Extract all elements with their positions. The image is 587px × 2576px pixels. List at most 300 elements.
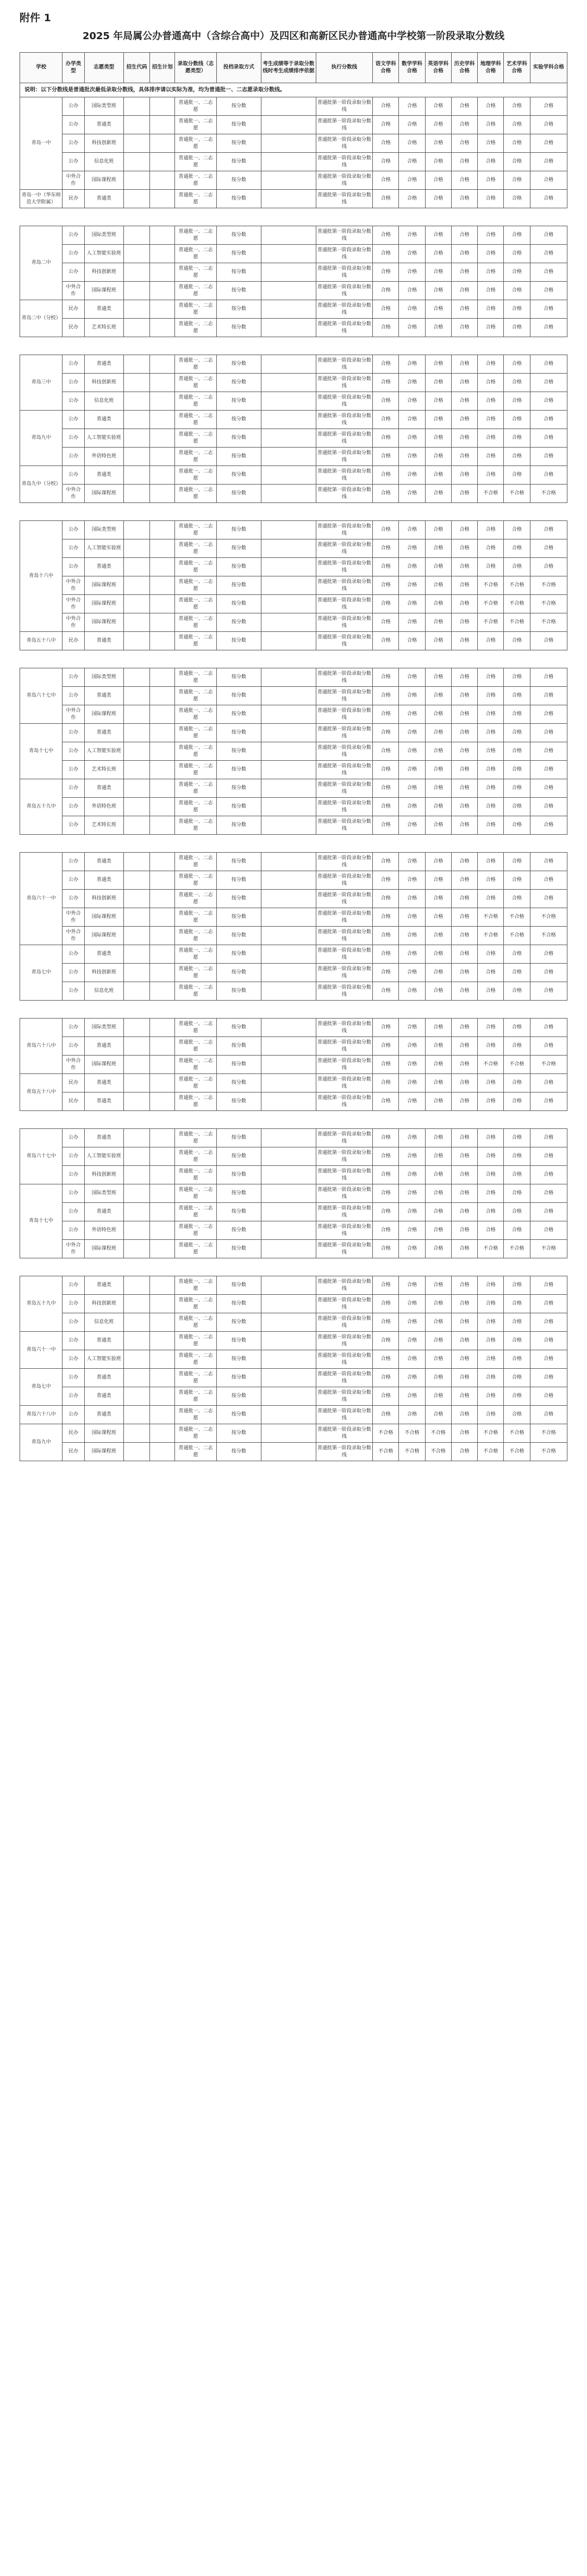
subject-cell: 合格 [451,1295,477,1313]
subject-cell: 合格 [399,1184,425,1203]
subject-cell: 合格 [399,908,425,927]
plan-cell [150,595,175,613]
plan-cell [150,1332,175,1350]
school-type-cell: 公办 [63,1369,84,1387]
table-row [20,724,567,742]
tiebreak-cell [261,982,316,1001]
school-type-cell: 公办 [63,1350,84,1369]
school-type-cell: 公办 [63,134,84,153]
subject-cell: 合格 [478,890,504,908]
batch-cell: 普通批一、二志愿 [175,1332,216,1350]
plan-cell [150,374,175,392]
subject-cell: 合格 [373,1350,399,1369]
subject-cell: 合格 [451,466,477,485]
cutoff-cell: 普通批第一阶段录取分数线 [316,355,373,374]
school-type-cell: 公办 [63,448,84,466]
class-type-cell: 信息化班 [84,1313,123,1332]
cutoff-cell: 普通批第一阶段录取分数线 [316,1184,373,1203]
subject-cell: 合格 [451,1406,477,1424]
subject-cell: 合格 [504,687,530,705]
subject-cell: 合格 [530,945,567,964]
method-cell: 按分数 [216,116,261,134]
subject-cell: 合格 [530,1074,567,1093]
col-header: 办学类型 [63,53,84,83]
method-cell: 按分数 [216,1406,261,1424]
method-cell: 按分数 [216,1332,261,1350]
subject-cell: 合格 [399,668,425,687]
subject-cell: 合格 [425,448,451,466]
class-type-cell: 普通类 [84,779,123,798]
table-row [20,1166,567,1184]
tiebreak-cell [261,282,316,300]
class-type-cell: 国际课程班 [84,705,123,724]
cutoff-cell: 普通批第一阶段录取分数线 [316,595,373,613]
code-cell [123,374,149,392]
plan-cell [150,1221,175,1240]
class-type-cell: 国际课程班 [84,1424,123,1443]
subject-cell: 合格 [399,558,425,576]
table-row [20,300,567,319]
subject-cell: 合格 [399,1313,425,1332]
subject-cell: 合格 [451,558,477,576]
plan-cell [150,576,175,595]
class-type-cell: 外语特色班 [84,1221,123,1240]
subject-cell: 合格 [425,576,451,595]
table-row [20,558,567,576]
subject-cell: 合格 [451,945,477,964]
subject-cell: 合格 [373,890,399,908]
table-row [20,1184,567,1203]
batch-cell: 普通批一、二志愿 [175,687,216,705]
method-cell: 按分数 [216,816,261,835]
subject-cell: 合格 [478,1313,504,1332]
batch-cell: 普通批一、二志愿 [175,355,216,374]
batch-cell: 普通批一、二志愿 [175,816,216,835]
method-cell: 按分数 [216,761,261,779]
batch-cell: 普通批一、二志愿 [175,1129,216,1147]
subject-cell: 合格 [530,392,567,411]
cutoff-cell: 普通批第一阶段录取分数线 [316,705,373,724]
table-row [20,853,567,871]
subject-cell: 不合格 [478,485,504,503]
subject-cell: 合格 [425,485,451,503]
code-cell [123,853,149,871]
class-type-cell: 国际课程班 [84,908,123,927]
subject-cell: 合格 [399,798,425,816]
cutoff-cell: 普通批第一阶段录取分数线 [316,171,373,190]
plan-cell [150,1203,175,1221]
subject-cell: 合格 [451,1147,477,1166]
subject-cell: 合格 [425,1147,451,1166]
tiebreak-cell [261,798,316,816]
subject-cell: 合格 [478,1332,504,1350]
cutoff-cell: 普通批第一阶段录取分数线 [316,871,373,890]
subject-cell: 合格 [530,853,567,871]
subject-cell: 合格 [451,1056,477,1074]
plan-cell [150,927,175,945]
subject-cell: 合格 [399,890,425,908]
subject-cell: 合格 [399,1056,425,1074]
page-title: 2025 年局属公办普通高中（含综合高中）及四区和高新区民办普通高中学校第一阶段录取分数线 [82,30,505,42]
table-row [20,355,567,374]
subject-cell: 合格 [373,964,399,982]
cutoff-cell: 普通批第一阶段录取分数线 [316,1369,373,1387]
batch-cell: 普通批一、二志愿 [175,927,216,945]
method-cell: 按分数 [216,1203,261,1221]
subject-cell: 合格 [504,1332,530,1350]
table-row [20,1424,567,1443]
class-type-cell: 信息化班 [84,392,123,411]
table-row [20,466,567,485]
subject-cell: 合格 [451,871,477,890]
subject-cell: 合格 [425,1276,451,1295]
batch-cell: 普通批一、二志愿 [175,853,216,871]
section-gap-cell [20,1258,567,1276]
class-type-cell: 艺术特长班 [84,319,123,337]
class-type-cell: 普通类 [84,1203,123,1221]
school-name-cell: 青岛九中（分校） [20,466,63,503]
batch-cell: 普通批一、二志愿 [175,448,216,466]
subject-cell: 合格 [373,1093,399,1111]
class-type-cell: 外语特色班 [84,448,123,466]
plan-cell [150,964,175,982]
school-type-cell: 公办 [63,374,84,392]
school-name-cell: 青岛一中（华东师范大学附属） [20,190,63,208]
subject-cell: 合格 [373,411,399,429]
plan-cell [150,705,175,724]
school-name-cell: 青岛六十七中 [20,668,63,724]
tiebreak-cell [261,724,316,742]
subject-cell: 合格 [478,282,504,300]
subject-cell: 合格 [399,945,425,964]
plan-cell [150,1093,175,1111]
subject-cell: 不合格 [530,613,567,632]
subject-cell: 合格 [373,97,399,116]
subject-cell: 合格 [373,153,399,171]
subject-cell: 合格 [425,687,451,705]
cutoff-cell: 普通批第一阶段录取分数线 [316,1166,373,1184]
subject-cell: 合格 [373,576,399,595]
subject-cell: 合格 [451,816,477,835]
plan-cell [150,171,175,190]
subject-cell: 合格 [530,282,567,300]
subject-cell: 合格 [399,1350,425,1369]
school-type-cell: 公办 [63,1203,84,1221]
cutoff-cell: 普通批第一阶段录取分数线 [316,263,373,282]
subject-cell: 合格 [478,1221,504,1240]
tiebreak-cell [261,411,316,429]
subject-cell: 合格 [451,1424,477,1443]
subject-cell: 合格 [504,1093,530,1111]
table-row [20,927,567,945]
subject-cell: 不合格 [425,1443,451,1461]
code-cell [123,1369,149,1387]
subject-cell: 合格 [399,964,425,982]
batch-cell: 普通批一、二志愿 [175,595,216,613]
tiebreak-cell [261,1276,316,1295]
cutoff-cell: 普通批第一阶段录取分数线 [316,1424,373,1443]
cutoff-cell: 普通批第一阶段录取分数线 [316,908,373,927]
subject-cell: 合格 [425,982,451,1001]
subject-cell: 合格 [399,1240,425,1258]
subject-cell: 合格 [425,1406,451,1424]
tiebreak-cell [261,1037,316,1056]
subject-cell: 合格 [451,705,477,724]
school-name-cell: 青岛六十七中 [20,1129,63,1184]
subject-cell: 合格 [425,1350,451,1369]
tiebreak-cell [261,1313,316,1332]
batch-cell: 普通批一、二志愿 [175,1350,216,1369]
cutoff-cell: 普通批第一阶段录取分数线 [316,448,373,466]
subject-cell: 合格 [399,448,425,466]
subject-cell: 合格 [451,1387,477,1406]
subject-cell: 合格 [373,1074,399,1093]
subject-cell: 合格 [399,853,425,871]
school-name-cell: 青岛九中 [20,411,63,466]
school-type-cell: 中外合作 [63,927,84,945]
subject-cell: 合格 [399,539,425,558]
subject-cell: 合格 [504,1387,530,1406]
table-row [20,116,567,134]
subject-cell: 合格 [478,705,504,724]
subject-cell: 合格 [373,1332,399,1350]
method-cell: 按分数 [216,1369,261,1387]
subject-cell: 不合格 [478,908,504,927]
tiebreak-cell [261,319,316,337]
subject-cell: 合格 [451,429,477,448]
subject-cell: 合格 [504,448,530,466]
cutoff-cell: 普通批第一阶段录取分数线 [316,798,373,816]
subject-cell: 合格 [373,1406,399,1424]
method-cell: 按分数 [216,705,261,724]
subject-cell: 合格 [425,595,451,613]
class-type-cell: 普通类 [84,355,123,374]
table-row [20,521,567,539]
table-row [20,374,567,392]
subject-cell: 不合格 [530,927,567,945]
subject-cell: 合格 [425,1203,451,1221]
school-name-cell: 青岛十七中 [20,724,63,779]
method-cell: 按分数 [216,1276,261,1295]
col-header: 投档录取方式 [216,53,261,83]
subject-cell: 合格 [373,355,399,374]
table-row [20,871,567,890]
subject-cell: 不合格 [504,613,530,632]
subject-cell: 不合格 [478,1443,504,1461]
plan-cell [150,871,175,890]
tiebreak-cell [261,927,316,945]
school-type-cell: 公办 [63,779,84,798]
subject-cell: 合格 [504,1019,530,1037]
school-type-cell: 民办 [63,190,84,208]
table-row [20,485,567,503]
subject-cell: 合格 [373,429,399,448]
subject-cell: 合格 [373,1369,399,1387]
subject-cell: 合格 [530,411,567,429]
cutoff-cell: 普通批第一阶段录取分数线 [316,116,373,134]
subject-cell: 合格 [451,245,477,263]
subject-cell: 不合格 [504,576,530,595]
subject-cell: 合格 [373,982,399,1001]
table-row [20,1406,567,1424]
subject-cell: 合格 [530,539,567,558]
table-row [20,687,567,705]
subject-cell: 合格 [504,263,530,282]
plan-cell [150,1166,175,1184]
subject-cell: 不合格 [504,927,530,945]
method-cell: 按分数 [216,1240,261,1258]
subject-cell: 合格 [451,171,477,190]
subject-cell: 合格 [530,1166,567,1184]
tiebreak-cell [261,613,316,632]
method-cell: 按分数 [216,1166,261,1184]
class-type-cell: 国际课程班 [84,613,123,632]
subject-cell: 合格 [373,1387,399,1406]
subject-cell: 合格 [373,779,399,798]
tiebreak-cell [261,245,316,263]
subject-cell: 合格 [478,153,504,171]
method-cell: 按分数 [216,798,261,816]
subject-cell: 合格 [373,319,399,337]
cutoff-cell: 普通批第一阶段录取分数线 [316,1276,373,1295]
plan-cell [150,1074,175,1093]
subject-cell: 合格 [451,761,477,779]
subject-cell: 合格 [399,705,425,724]
note-row [20,83,567,97]
subject-cell: 合格 [425,761,451,779]
table-row [20,890,567,908]
subject-cell: 合格 [478,539,504,558]
subject-cell: 合格 [478,521,504,539]
code-cell [123,282,149,300]
subject-cell: 合格 [504,521,530,539]
tiebreak-cell [261,1350,316,1369]
batch-cell: 普通批一、二志愿 [175,97,216,116]
subject-cell: 不合格 [530,1424,567,1443]
method-cell: 按分数 [216,1184,261,1203]
method-cell: 按分数 [216,263,261,282]
subject-cell: 不合格 [373,1424,399,1443]
code-cell [123,1129,149,1147]
tiebreak-cell [261,1166,316,1184]
subject-cell: 合格 [530,429,567,448]
tiebreak-cell [261,1129,316,1147]
tiebreak-cell [261,1295,316,1313]
school-name-cell: 青岛七中 [20,945,63,1001]
subject-cell: 合格 [451,521,477,539]
section-gap [20,337,567,355]
school-type-cell: 中外合作 [63,282,84,300]
class-type-cell: 科技创新班 [84,890,123,908]
plan-cell [150,1313,175,1332]
subject-cell: 合格 [478,742,504,761]
subject-cell: 合格 [425,282,451,300]
subject-cell: 合格 [373,1203,399,1221]
subject-cell: 合格 [451,1129,477,1147]
batch-cell: 普通批一、二志愿 [175,1295,216,1313]
subject-cell: 合格 [425,190,451,208]
method-cell: 按分数 [216,668,261,687]
cutoff-cell: 普通批第一阶段录取分数线 [316,466,373,485]
col-header: 地理学科合格 [478,53,504,83]
col-header: 执行分数线 [316,53,373,83]
subject-cell: 合格 [425,539,451,558]
subject-cell: 合格 [425,1221,451,1240]
subject-cell: 合格 [425,964,451,982]
plan-cell [150,1369,175,1387]
subject-cell: 合格 [425,1074,451,1093]
plan-cell [150,724,175,742]
table-row [20,319,567,337]
cutoff-cell: 普通批第一阶段录取分数线 [316,1129,373,1147]
subject-cell: 合格 [399,1019,425,1037]
code-cell [123,263,149,282]
subject-cell: 合格 [373,1313,399,1332]
subject-cell: 合格 [373,1147,399,1166]
table-row [20,448,567,466]
subject-cell: 合格 [530,226,567,245]
subject-cell: 不合格 [478,576,504,595]
school-type-cell: 中外合作 [63,1056,84,1074]
method-cell: 按分数 [216,448,261,466]
plan-cell [150,687,175,705]
code-cell [123,153,149,171]
subject-cell: 合格 [478,300,504,319]
subject-cell: 合格 [425,705,451,724]
tiebreak-cell [261,1387,316,1406]
plan-cell [150,632,175,650]
tiebreak-cell [261,171,316,190]
code-cell [123,226,149,245]
subject-cell: 合格 [373,1240,399,1258]
code-cell [123,798,149,816]
class-type-cell: 国际课程班 [84,171,123,190]
subject-cell: 合格 [530,890,567,908]
subject-cell: 合格 [504,1203,530,1221]
plan-cell [150,1056,175,1074]
subject-cell: 不合格 [478,1240,504,1258]
cutoff-cell: 普通批第一阶段录取分数线 [316,1147,373,1166]
cutoff-cell: 普通批第一阶段录取分数线 [316,632,373,650]
subject-cell: 合格 [530,1332,567,1350]
subject-cell: 合格 [478,1350,504,1369]
table-row [20,245,567,263]
subject-cell: 合格 [478,429,504,448]
table-row [20,982,567,1001]
cutoff-cell: 普通批第一阶段录取分数线 [316,1019,373,1037]
code-cell [123,1184,149,1203]
code-cell [123,1203,149,1221]
code-cell [123,1350,149,1369]
tiebreak-cell [261,521,316,539]
class-type-cell: 科技创新班 [84,374,123,392]
subject-cell: 不合格 [478,613,504,632]
plan-cell [150,613,175,632]
subject-cell: 合格 [373,171,399,190]
class-type-cell: 国际类型班 [84,97,123,116]
tiebreak-cell [261,153,316,171]
school-type-cell: 中外合作 [63,485,84,503]
subject-cell: 合格 [530,798,567,816]
subject-cell: 合格 [530,1037,567,1056]
subject-cell: 合格 [373,263,399,282]
table-row [20,392,567,411]
code-cell [123,632,149,650]
subject-cell: 合格 [373,945,399,964]
subject-cell: 合格 [504,1129,530,1147]
subject-cell: 合格 [451,1240,477,1258]
tiebreak-cell [261,190,316,208]
